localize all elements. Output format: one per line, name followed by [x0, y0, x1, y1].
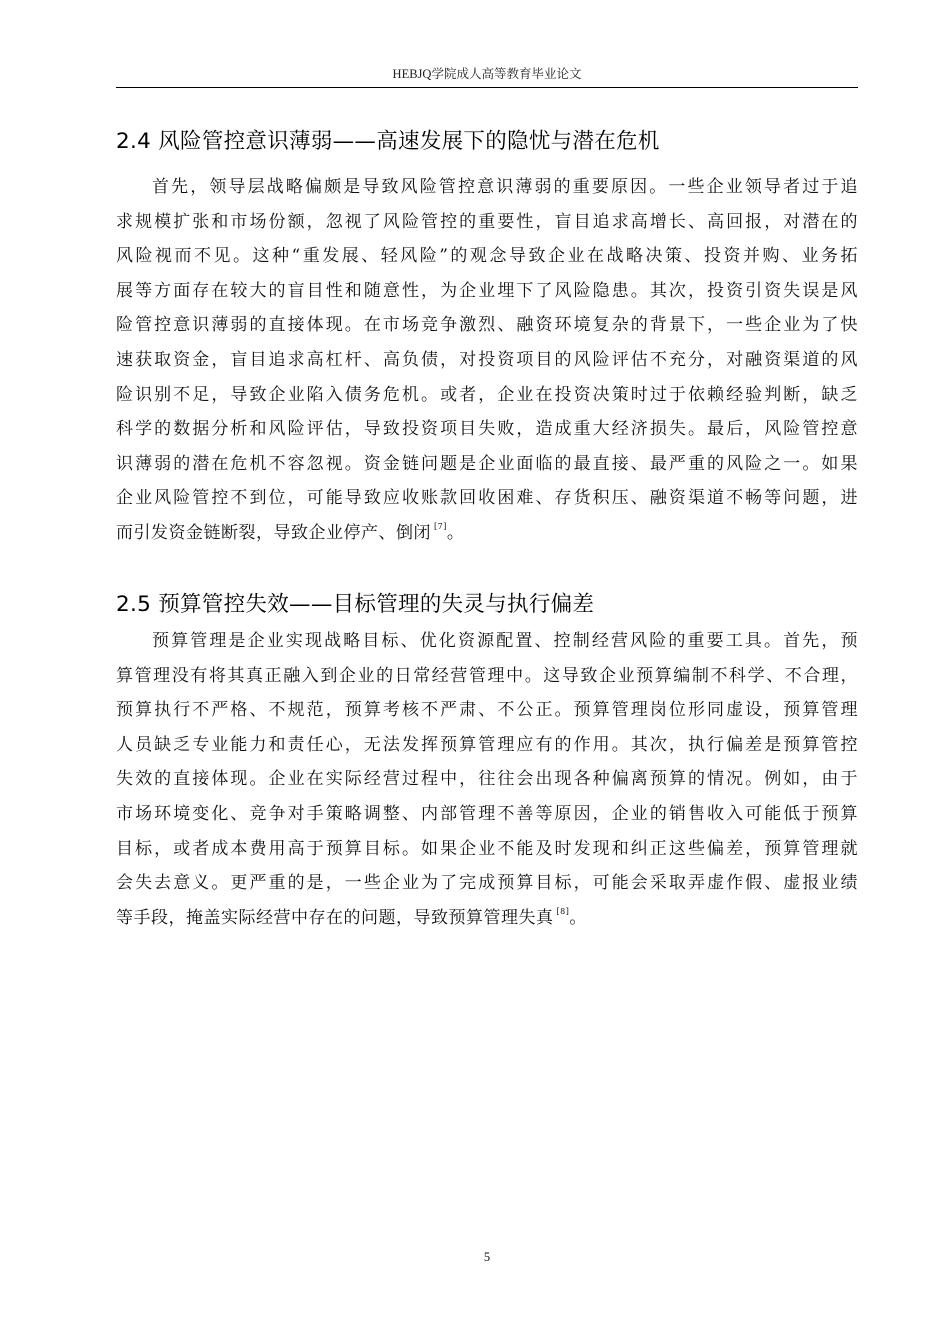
header-rule	[116, 87, 858, 88]
page-number: 5	[483, 1250, 491, 1264]
paragraph-line: 算管理没有将其真正融入到企业的日常经营管理中。这导致企业预算编制不科学、不合理，	[116, 665, 858, 686]
section-2-4-paragraph	[116, 170, 858, 551]
end-mark: 。	[569, 907, 587, 928]
paragraph-line: 首先，领导层战略偏颇是导致风险管控意识薄弱的重要原因。一些企业领导者过于追	[152, 177, 858, 197]
paragraph-line: 风险视而不见。这种“重发展、轻风险”的观念导致企业在战略决策、投资并购、业务拓	[116, 246, 858, 267]
paragraph-last-line	[116, 901, 858, 936]
section-2-4-heading: 2.4 风险管控意识薄弱——高速发展下的隐忧与潜在危机	[116, 129, 660, 154]
last-line-text: 等手段，掩盖实际经营中存在的问题，导致预算管理失真	[116, 907, 554, 928]
section-2-5-heading: 2.5 预算管控失效——目标管理的失灵与执行偏差	[116, 592, 595, 617]
paragraph-line: 科学的数据分析和风险评估，导致投资项目失败，造成重大经济损失。最后，风险管控意	[116, 419, 858, 440]
paragraph-line: 人员缺乏专业能力和责任心，无法发挥预算管理应有的作用。其次，执行偏差是预算管控	[116, 734, 858, 755]
paragraph-line: 失效的直接体现。企业在实际经营过程中，往往会出现各种偏离预算的情况。例如，由于	[116, 769, 858, 790]
section-2-5-paragraph	[116, 624, 858, 935]
paragraph-line: 目标，或者成本费用高于预算目标。如果企业不能及时发现和纠正这些偏差，预算管理就	[116, 838, 858, 859]
paragraph-line: 预算执行不严格、不规范，预算考核不严肃、不公正。预算管理岗位形同虚设，预算管理	[116, 700, 858, 721]
paragraph-line: 企业风险管控不到位，可能导致应收账款回收困难、存货积压、融资渠道不畅等问题，进	[116, 488, 858, 509]
citation-8: [8]	[556, 906, 570, 916]
paragraph-line: 市场环境变化、竞争对手策略调整、内部管理不善等原因，企业的销售收入可能低于预算	[116, 803, 858, 824]
paragraph-line: 险管控意识薄弱的直接体现。在市场竞争激烈、融资环境复杂的背景下，一些企业为了快	[116, 315, 858, 336]
paragraph-line: 预算管理是企业实现战略目标、优化资源配置、控制经营风险的重要工具。首先，预	[152, 631, 858, 651]
paragraph-line: 险识别不足，导致企业陷入债务危机。或者，企业在投资决策时过于依赖经验判断，缺乏	[116, 384, 858, 405]
paragraph-line: 会失去意义。更严重的是，一些企业为了完成预算目标，可能会采取弄虚作假、虚报业绩	[116, 873, 858, 894]
last-line-text: 而引发资金链断裂，导致企业停产、倒闭	[116, 522, 431, 543]
paragraph-line: 求规模扩张和市场份额，忽视了风险管控的重要性，盲目追求高增长、高回报，对潜在的	[116, 211, 858, 232]
citation-7: [7]	[434, 521, 447, 531]
running-header: HEBJQ学院成人高等教育毕业论文	[392, 67, 582, 81]
paragraph-line: 速获取资金，盲目追求高杠杆、高负债，对投资项目的风险评估不充分，对融资渠道的风	[116, 349, 858, 370]
paragraph-line: 展等方面存在较大的盲目性和随意性，为企业埋下了风险隐患。其次，投资引资失误是风	[116, 280, 858, 301]
paragraph-line: 识薄弱的潜在危机不容忽视。资金链问题是企业面临的最直接、最严重的风险之一。如果	[116, 453, 858, 474]
paragraph-last-line	[116, 516, 858, 551]
end-mark: 。	[446, 522, 465, 543]
